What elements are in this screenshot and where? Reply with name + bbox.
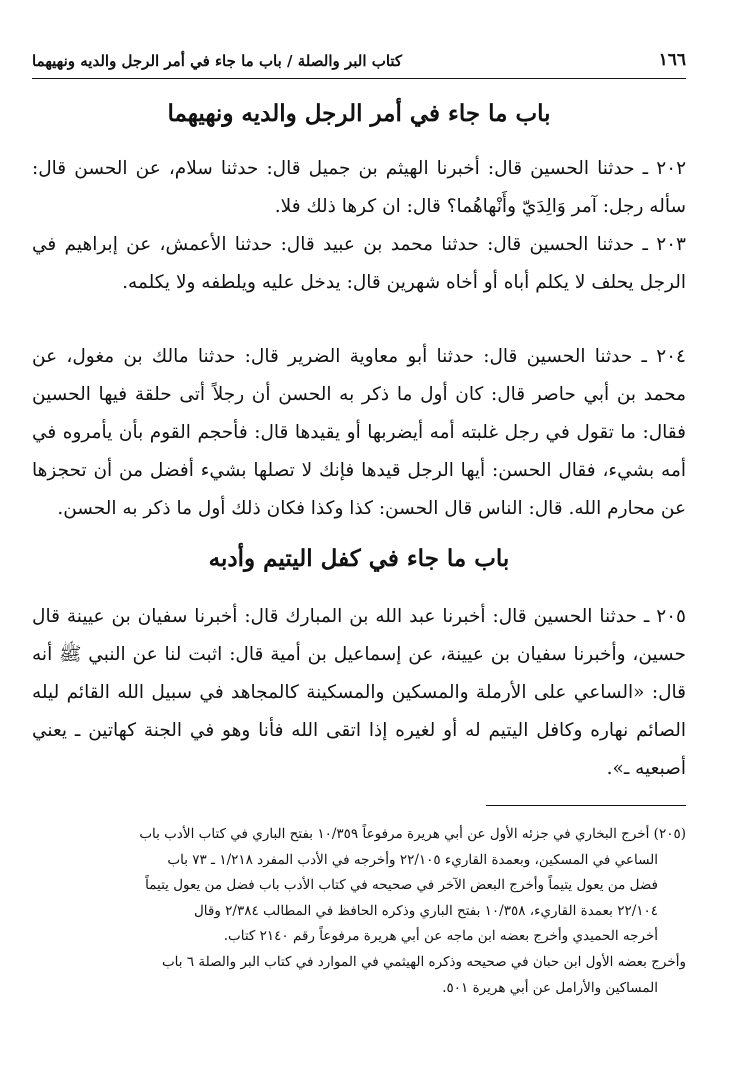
footnote-line: أخرجه الحميدي وأخرج بعضه ابن ماجه عن أبي هريرة مرفوعاً رقم ٢١٤٠ كتاب.: [223, 928, 658, 945]
hadith-text: ـ حدثنا الحسين قال: أخبرنا الهيثم بن جميل قال: حدثنا سلام، عن الحسن قال: سأله رجل: آمر وَالِدَيّ وأَنْهاهُما؟ قال: ان كرها ذلك فلا.: [32, 158, 686, 217]
hadith-203: [32, 226, 686, 302]
footnote-line: (٢٠٥) أخرج البخاري في جزئه الأول عن أبي هريرة مرفوعاً ١٠/٣٥٩ بفتح الباري في كتاب الأدب باب: [139, 826, 686, 842]
hadith-number: ٢٠٣: [656, 234, 686, 255]
hadith-204: [32, 338, 686, 528]
hadith-number: ٢٠٤: [656, 346, 686, 367]
hadith-205: [32, 598, 686, 788]
section-heading-parents: باب ما جاء في أمر الرجل والديه ونهيهما: [167, 100, 551, 127]
footnote-line: ٢٢/١٠٤ بعمدة القاريء، ١٠/٣٥٨ بفتح الباري وذكره الحافظ في المطالب ٢/٣٨٤ وقال: [193, 902, 658, 919]
hadith-text: ـ حدثنا الحسين قال: حدثنا محمد بن عبيد قال: حدثنا الأعمش، عن إبراهيم في الرجل يحلف لا يكلم أباه أو أخاه شهرين قال: يدخل عليه ويلطفه ولا يكلمه.: [32, 234, 686, 293]
footnote-line: المساكين والأرامل عن أبي هريرة ٥٠١.: [442, 979, 658, 996]
hadith-202: [32, 150, 686, 226]
hadith-number: ٢٠٢: [656, 158, 687, 179]
running-head: [32, 44, 686, 79]
hadith-text: ـ حدثنا الحسين قال: حدثنا أبو معاوية الضرير قال: حدثنا مالك بن مغول، عن محمد بن أبي حاصر قال: كان أول ما ذكر به الحسن أن رجلاً أتى حلقة فيها الحسين فقال: ما تقول في رجل غلبته أمه أيضربها أو يقيدها قال: فأحجم القوم بأن يأمروه في أمه بشيء، فقال الحسن: أيها الرجل قيدها فإنك لا تصلها بشيء أفضل من أن تحجزها عن محارم الله. قال: الناس قال الحسن: كذا وكذا فكان ذلك أول ما ذكر به الحسن.: [32, 346, 686, 519]
footnote-divider: [486, 805, 686, 806]
hadith-text: ـ حدثنا الحسين قال: أخبرنا عبد الله بن المبارك قال: أخبرنا سفيان بن عيينة قال حسين، وأخبرنا سفيان بن عيينة، عن إسماعيل بن أمية قال: اثبت لنا عن النبي ﷺ أنه قال: «الساعي على الأرملة والمسكين والمسكينة كالمجاهد في سبيل الله القائم ليله الصائم نهاره وكافل اليتيم له أو لغيره إذا اتقى الله فأنا وهو في الجنة كهاتين ـ يعني أصبعيه ـ».: [32, 606, 686, 779]
footnote-line: الساعي في المسكين، وبعمدة القاريء ٢٢/١٠٥ وأخرجه في الأدب المفرد ١/٢١٨ ـ ٧٣ باب: [167, 851, 658, 868]
footnote-line: فضل من يعول يتيماً وأخرج البعض الآخر في صحيحه في كتاب الأدب باب فضل من يعول يتيماً: [145, 877, 658, 894]
footnote-205: [32, 822, 686, 1001]
section-heading-orphan: باب ما جاء في كفل اليتيم وأدبه: [208, 545, 510, 572]
footnote-line: وأخرج بعضه الأول ابن حبان في صحيحه وذكره الهيثمي في الموارد في كتاب البر والصلة ٦ باب: [161, 953, 686, 970]
hadith-number: ٢٠٥: [656, 606, 686, 627]
page-number: ١٦٦: [658, 50, 686, 70]
running-title: كتاب البر والصلة / باب ما جاء في أمر الرجل والديه ونهيهما: [32, 52, 403, 70]
